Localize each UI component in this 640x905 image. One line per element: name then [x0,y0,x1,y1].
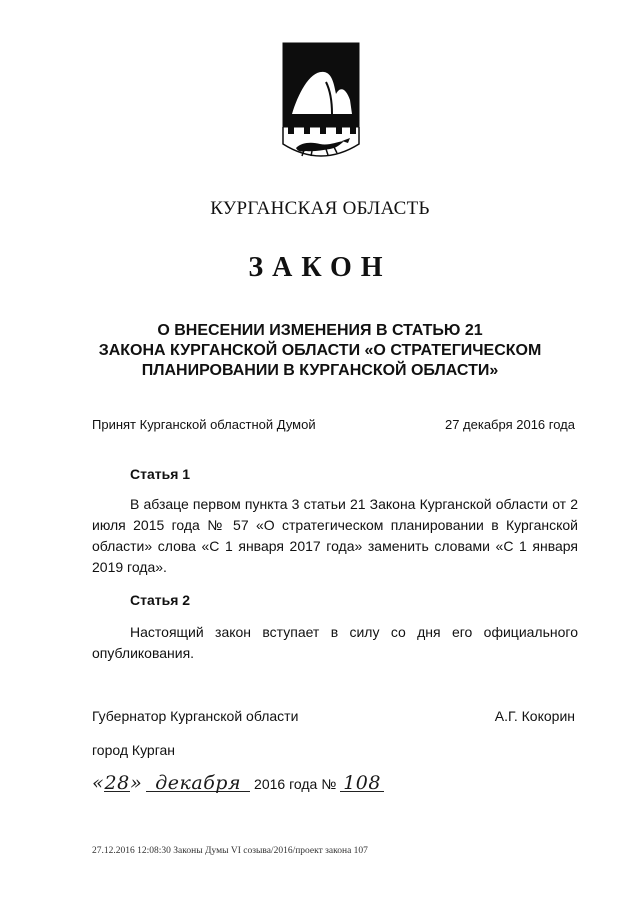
adoption-date: 27 декабря 2016 года [444,417,575,432]
law-number: 108 [340,775,384,792]
article-2-heading: Статья 2 [130,592,191,608]
law-name-line: ЗАКОНА КУРГАНСКОЙ ОБЛАСТИ «О СТРАТЕГИЧЕСКОМ [98,342,542,359]
date-month: декабря [146,775,250,792]
signing-date-line [92,772,384,794]
date-year-text: 2016 года № [254,776,337,792]
adoption-line [92,417,575,432]
article-2-text: Настоящий закон вступает в силу со дня его официального опубликования. [92,624,578,661]
date-open-quote: « [92,772,105,794]
file-footer: 27.12.2016 12:08:30 Законы Думы VI созыва/2016/проект закона 107 [92,846,368,856]
law-name-line: ПЛАНИРОВАНИИ В КУРГАНСКОЙ ОБЛАСТИ» [141,362,499,379]
law-title: ЗАКОН [248,252,392,283]
signatory-name: А.Г. Кокорин [494,708,575,724]
signature-row [92,708,575,724]
law-name-line: О ВНЕСЕНИИ ИЗМЕНЕНИЯ В СТАТЬЮ 21 [157,322,483,339]
article-1-heading: Статья 1 [130,466,191,482]
signatory-position: Губернатор Курганской области [92,708,299,724]
region-title: КУРГАНСКАЯ ОБЛАСТЬ [210,198,430,219]
date-close-quote: » [130,772,143,794]
place-of-signing: город Курган [92,742,176,758]
article-1-text: В абзаце первом пункта 3 статьи 21 Закона Курганской области от 2 июля 2015 года № 57 «О стратегическом планировании в Курганской области» слова «С 1 января 2017 года» заменить словами «С 1 января 2019 года». [92,496,578,575]
adopted-by: Принят Курганской областной Думой [92,417,316,432]
law-name [60,321,580,381]
date-day: 28 [104,772,130,794]
coat-of-arms-emblem [282,42,360,164]
